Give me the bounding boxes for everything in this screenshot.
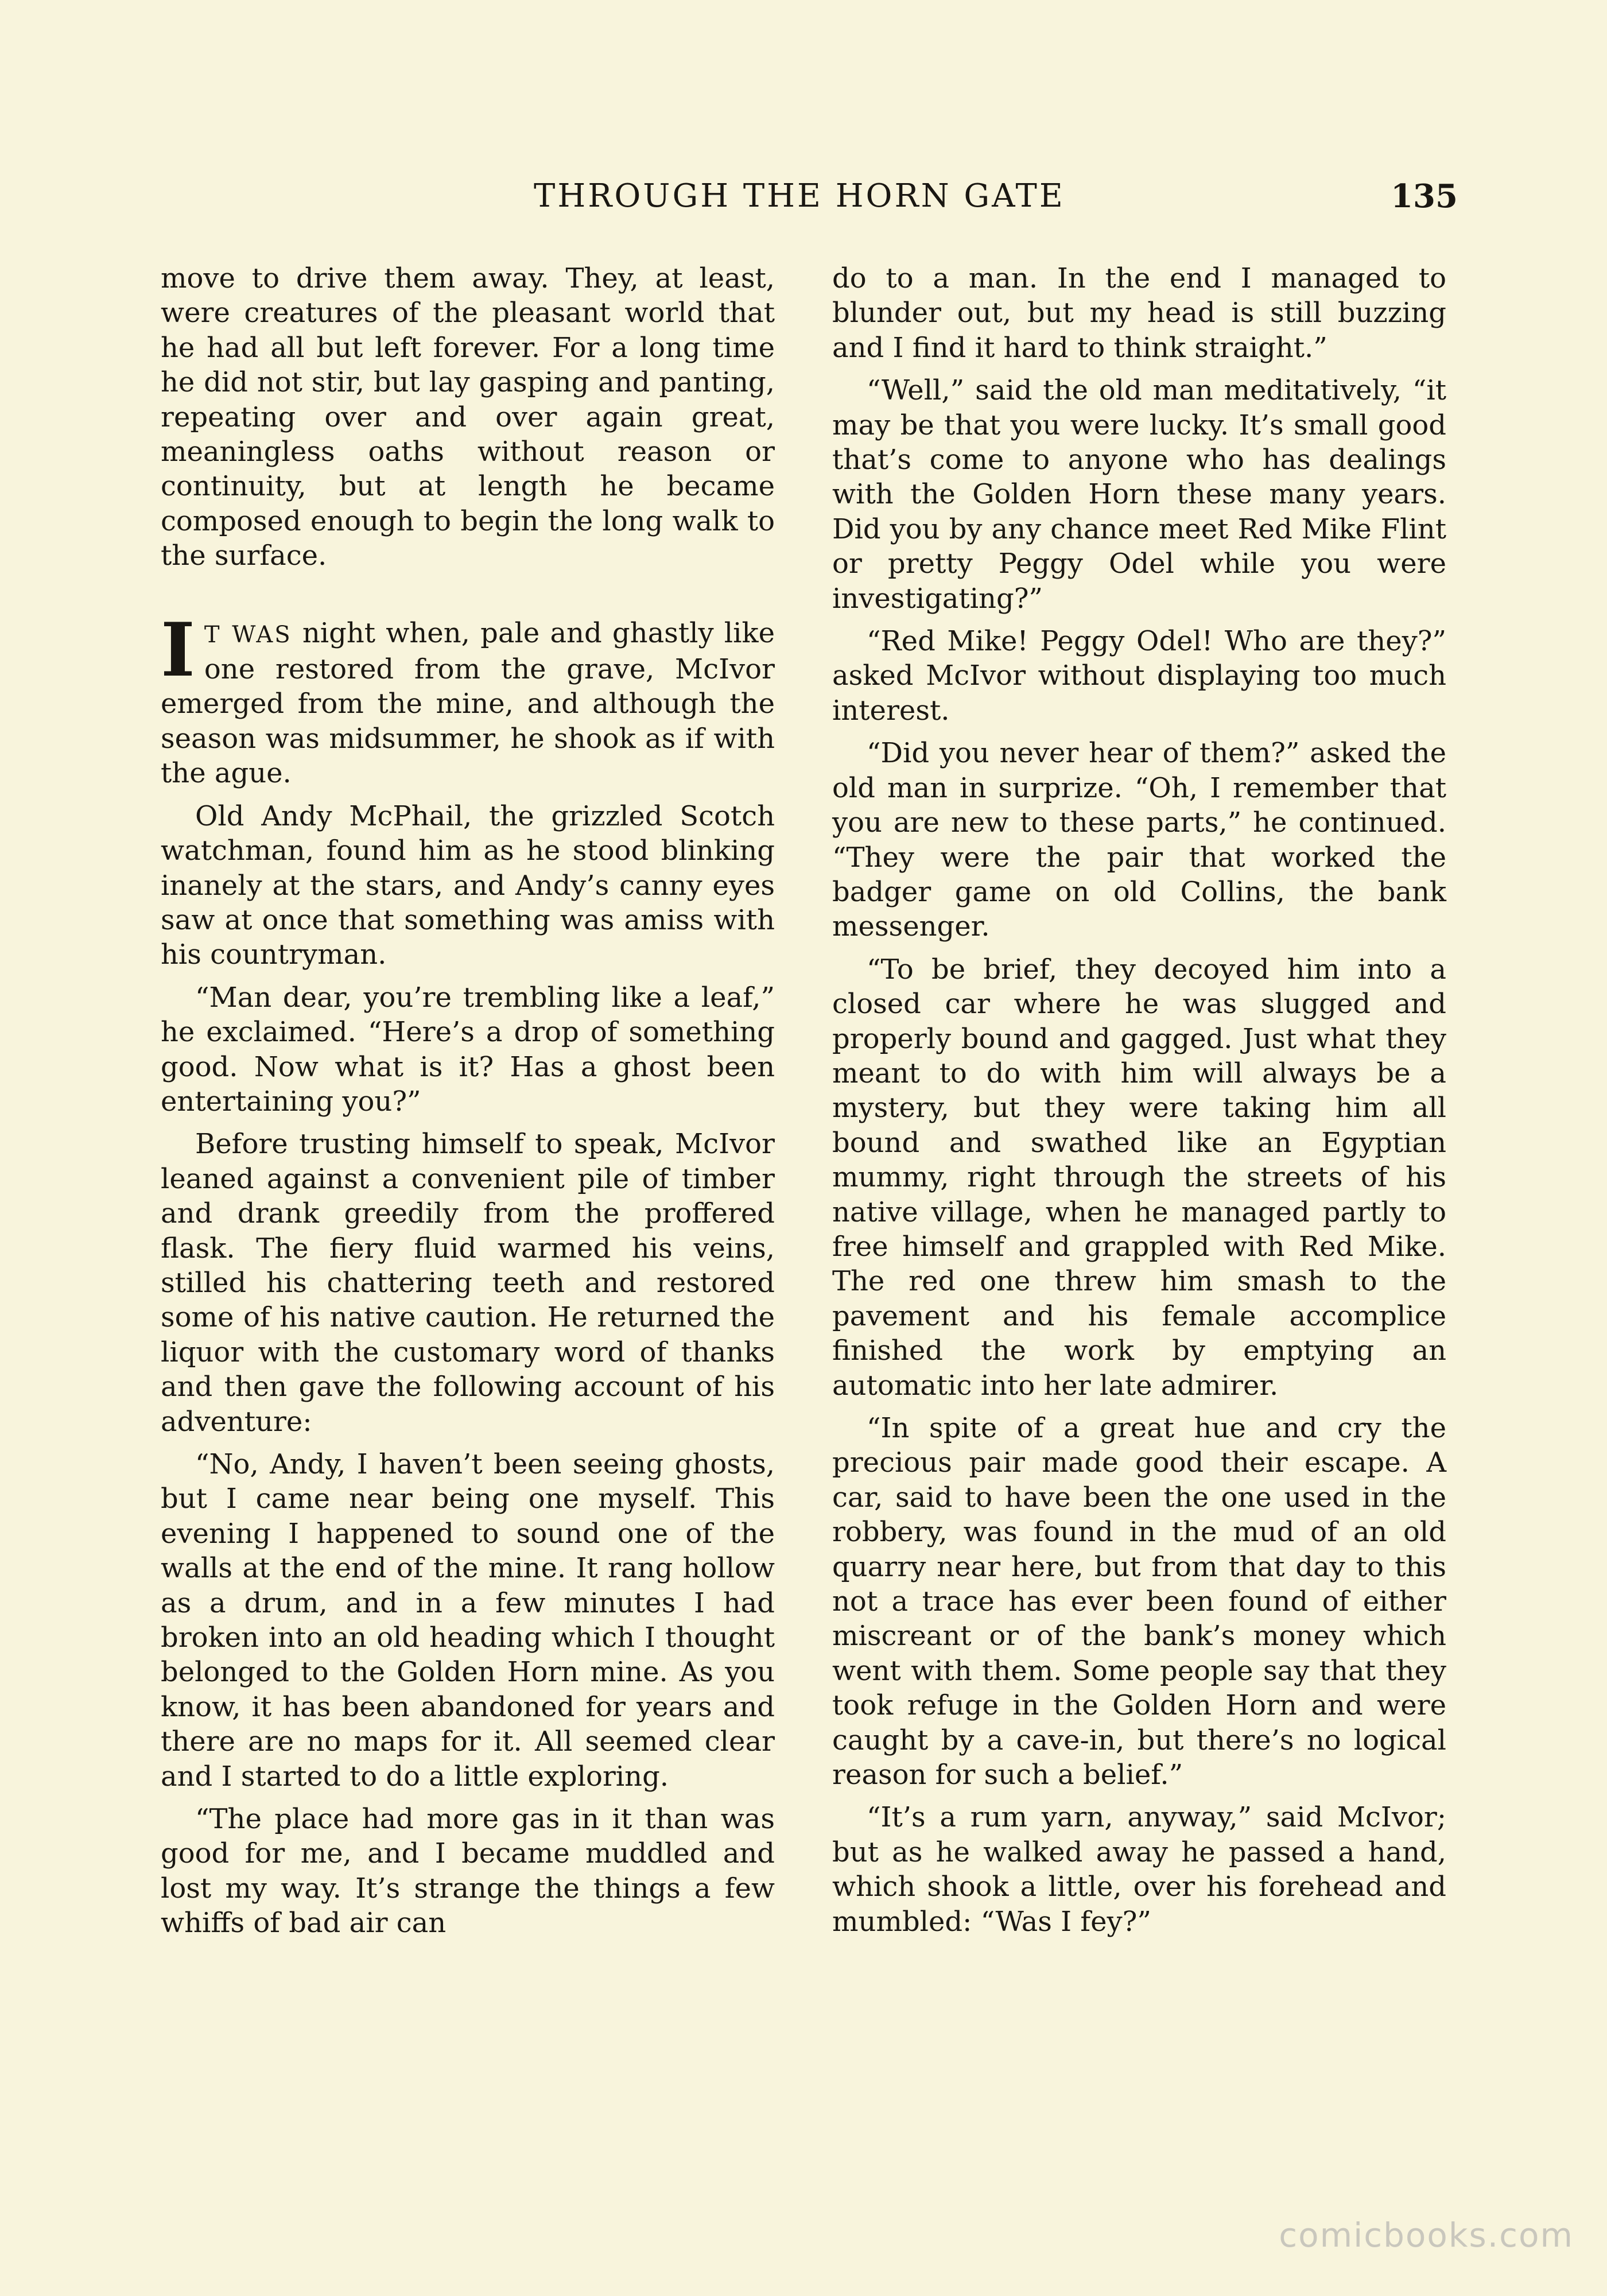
paragraph: move to drive them away. They, at least, were creatures of the pleasant world that he had all but left forever. For a long time he did not stir, but lay gasping and panting, repeating over and over again great, meaningless oaths without reason or continuity, but at length he became composed enough to begin the long walk to the surface. xyxy=(161,262,775,572)
paragraph: do to a man. In the end I managed to blunder out, but my head is still buzzing and I find it hard to think straight.” xyxy=(832,262,1446,364)
paragraph: “To be brief, they decoyed him into a closed car where he was slugged and properly bound and gagged. Just what they meant to do with him will always be a mystery, but they were taking him all bound and swathed like an Egyptian mummy, right through the streets of his native village, when he managed partly to free himself and grappled with Red Mike. The red one threw him smash to the pavement and his female accomplice finished the work by emptying an automatic into her late admirer. xyxy=(832,953,1446,1402)
paragraph: “In spite of a great hue and cry the precious pair made good their escape. A car, said to have been the one used in the robbery, was found in the mud of an old quarry near here, but from that day to this not a trace has ever been found of either miscreant or of the bank’s money which went with them. Some people say that they took refuge in the Golden Horn and were caught by a cave-in, but there’s no logical reason for such a belief.” xyxy=(832,1412,1446,1791)
paragraph: “Well,” said the old man meditatively, “it may be that you were lucky. It’s small good that’s come to anyone who has dealings with the Golden Horn these many years. Did you by any chance meet Red Mike Flint or pretty Peggy Odel while you were investigating?” xyxy=(832,374,1446,615)
small-caps-lead: T WAS xyxy=(204,621,292,648)
page-number: 135 xyxy=(1391,177,1458,215)
paragraph-text: night when, pale and ghastly like one restored from the grave, McIvor emerged from the mine, and although the season was midsummer, he shook as if with the ague. xyxy=(161,616,775,790)
paragraph: “Man dear, you’re trembling like a leaf,” he exclaimed. “Here’s a drop of something good. Now what is it? Has a ghost been entertaining you?” xyxy=(161,981,775,1118)
paragraph: “It’s a rum yarn, anyway,” said McIvor; but as he walked away he passed a hand, which shook a little, over his forehead and mumbled: “Was I fey?” xyxy=(832,1801,1446,1938)
drop-cap: I xyxy=(161,607,195,693)
section-start-paragraph xyxy=(161,607,775,791)
paragraph: “No, Andy, I haven’t been seeing ghosts, but I came near being one myself. This evening I happened to sound one of the walls at the end of the mine. It rang hollow as a drum, and in a few minutes I had broken into an old heading which I thought belonged to the Golden Horn mine. As you know, it has been abandoned for years and there are no maps for it. All seemed clear and I started to do a little exploring. xyxy=(161,1448,775,1793)
paragraph: Old Andy McPhail, the grizzled Scotch watchman, found him as he stood blinking inanely at the stars, and Andy’s canny eyes saw at once that something was amiss with his countryman. xyxy=(161,800,775,971)
paragraph: “The place had more gas in it than was good for me, and I became muddled and lost my way. It’s strange the things a few whiffs of bad air can xyxy=(161,1803,775,1940)
running-title: THROUGH THE HORN GATE xyxy=(534,177,1065,215)
paragraph: Before trusting himself to speak, McIvor leaned against a convenient pile of timber and drank greedily from the proffered flask. The fiery fluid warmed his veins, stilled his chattering teeth and restored some of his native caution. He returned the liquor with the customary word of thanks and then gave the following account of his adventure: xyxy=(161,1128,775,1438)
paragraph: “Did you never hear of them?” asked the old man in surprize. “Oh, I remember that you are new to these parts,” he continued. “They were the pair that worked the badger game on old Collins, the bank messenger. xyxy=(832,737,1446,943)
running-head xyxy=(166,168,1458,225)
paragraph: “Red Mike! Peggy Odel! Who are they?” asked McIvor without displaying too much interest. xyxy=(832,625,1446,727)
left-column xyxy=(161,261,775,1941)
watermark: comicbooks.com xyxy=(1279,2216,1574,2255)
right-column xyxy=(832,261,1446,1939)
